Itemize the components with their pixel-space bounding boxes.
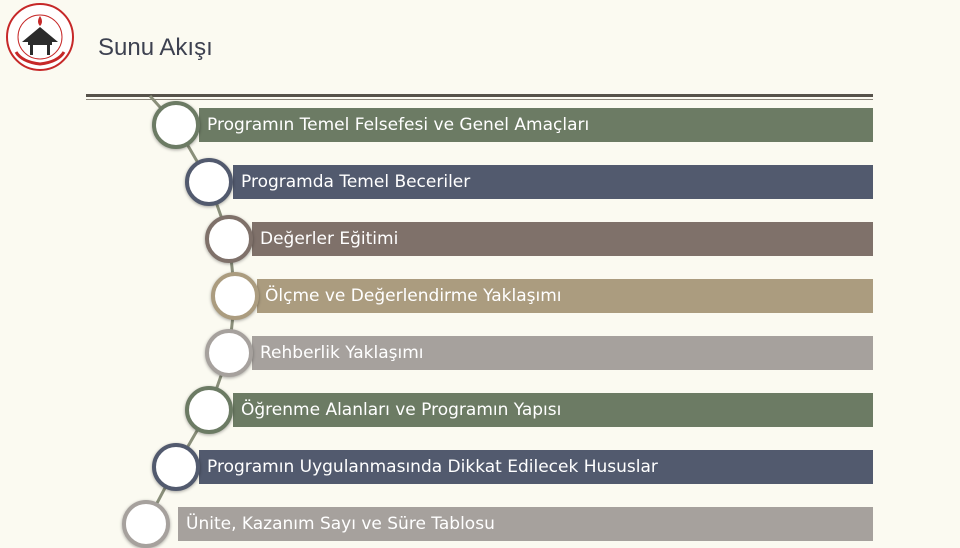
agenda-item-label: Programın Temel Felsefesi ve Genel Amaçları xyxy=(207,115,590,135)
agenda-item xyxy=(252,222,873,256)
agenda-item xyxy=(199,108,873,142)
agenda-bullet-circle xyxy=(185,386,233,434)
agenda-bullet-circle xyxy=(122,500,170,548)
slide-title: Sunu Akışı xyxy=(98,34,213,61)
agenda-item-label: Ünite, Kazanım Sayı ve Süre Tablosu xyxy=(186,514,495,534)
agenda-item-label: Programda Temel Beceriler xyxy=(241,172,471,192)
agenda-bullet-circle xyxy=(205,329,253,377)
agenda-bullet-circle xyxy=(211,272,259,320)
agenda-item xyxy=(252,336,873,370)
agenda-item-label: Rehberlik Yaklaşımı xyxy=(260,343,424,363)
agenda-bullet-circle xyxy=(152,101,200,149)
agenda-item-label: Öğrenme Alanları ve Programın Yapısı xyxy=(241,400,562,420)
agenda-item xyxy=(233,393,873,427)
agenda-bullet-circle xyxy=(152,443,200,491)
agenda-item-label: Değerler Eğitimi xyxy=(260,229,399,249)
agenda-bullet-circle xyxy=(185,158,233,206)
agenda-item xyxy=(199,450,873,484)
agenda-item xyxy=(233,165,873,199)
agenda-item xyxy=(257,279,873,313)
agenda-item-label: Ölçme ve Değerlendirme Yaklaşımı xyxy=(265,286,562,306)
agenda-item xyxy=(178,507,873,541)
agenda-item-label: Programın Uygulanmasında Dikkat Edilecek Hususlar xyxy=(207,457,658,477)
agenda-bullet-circle xyxy=(205,215,253,263)
